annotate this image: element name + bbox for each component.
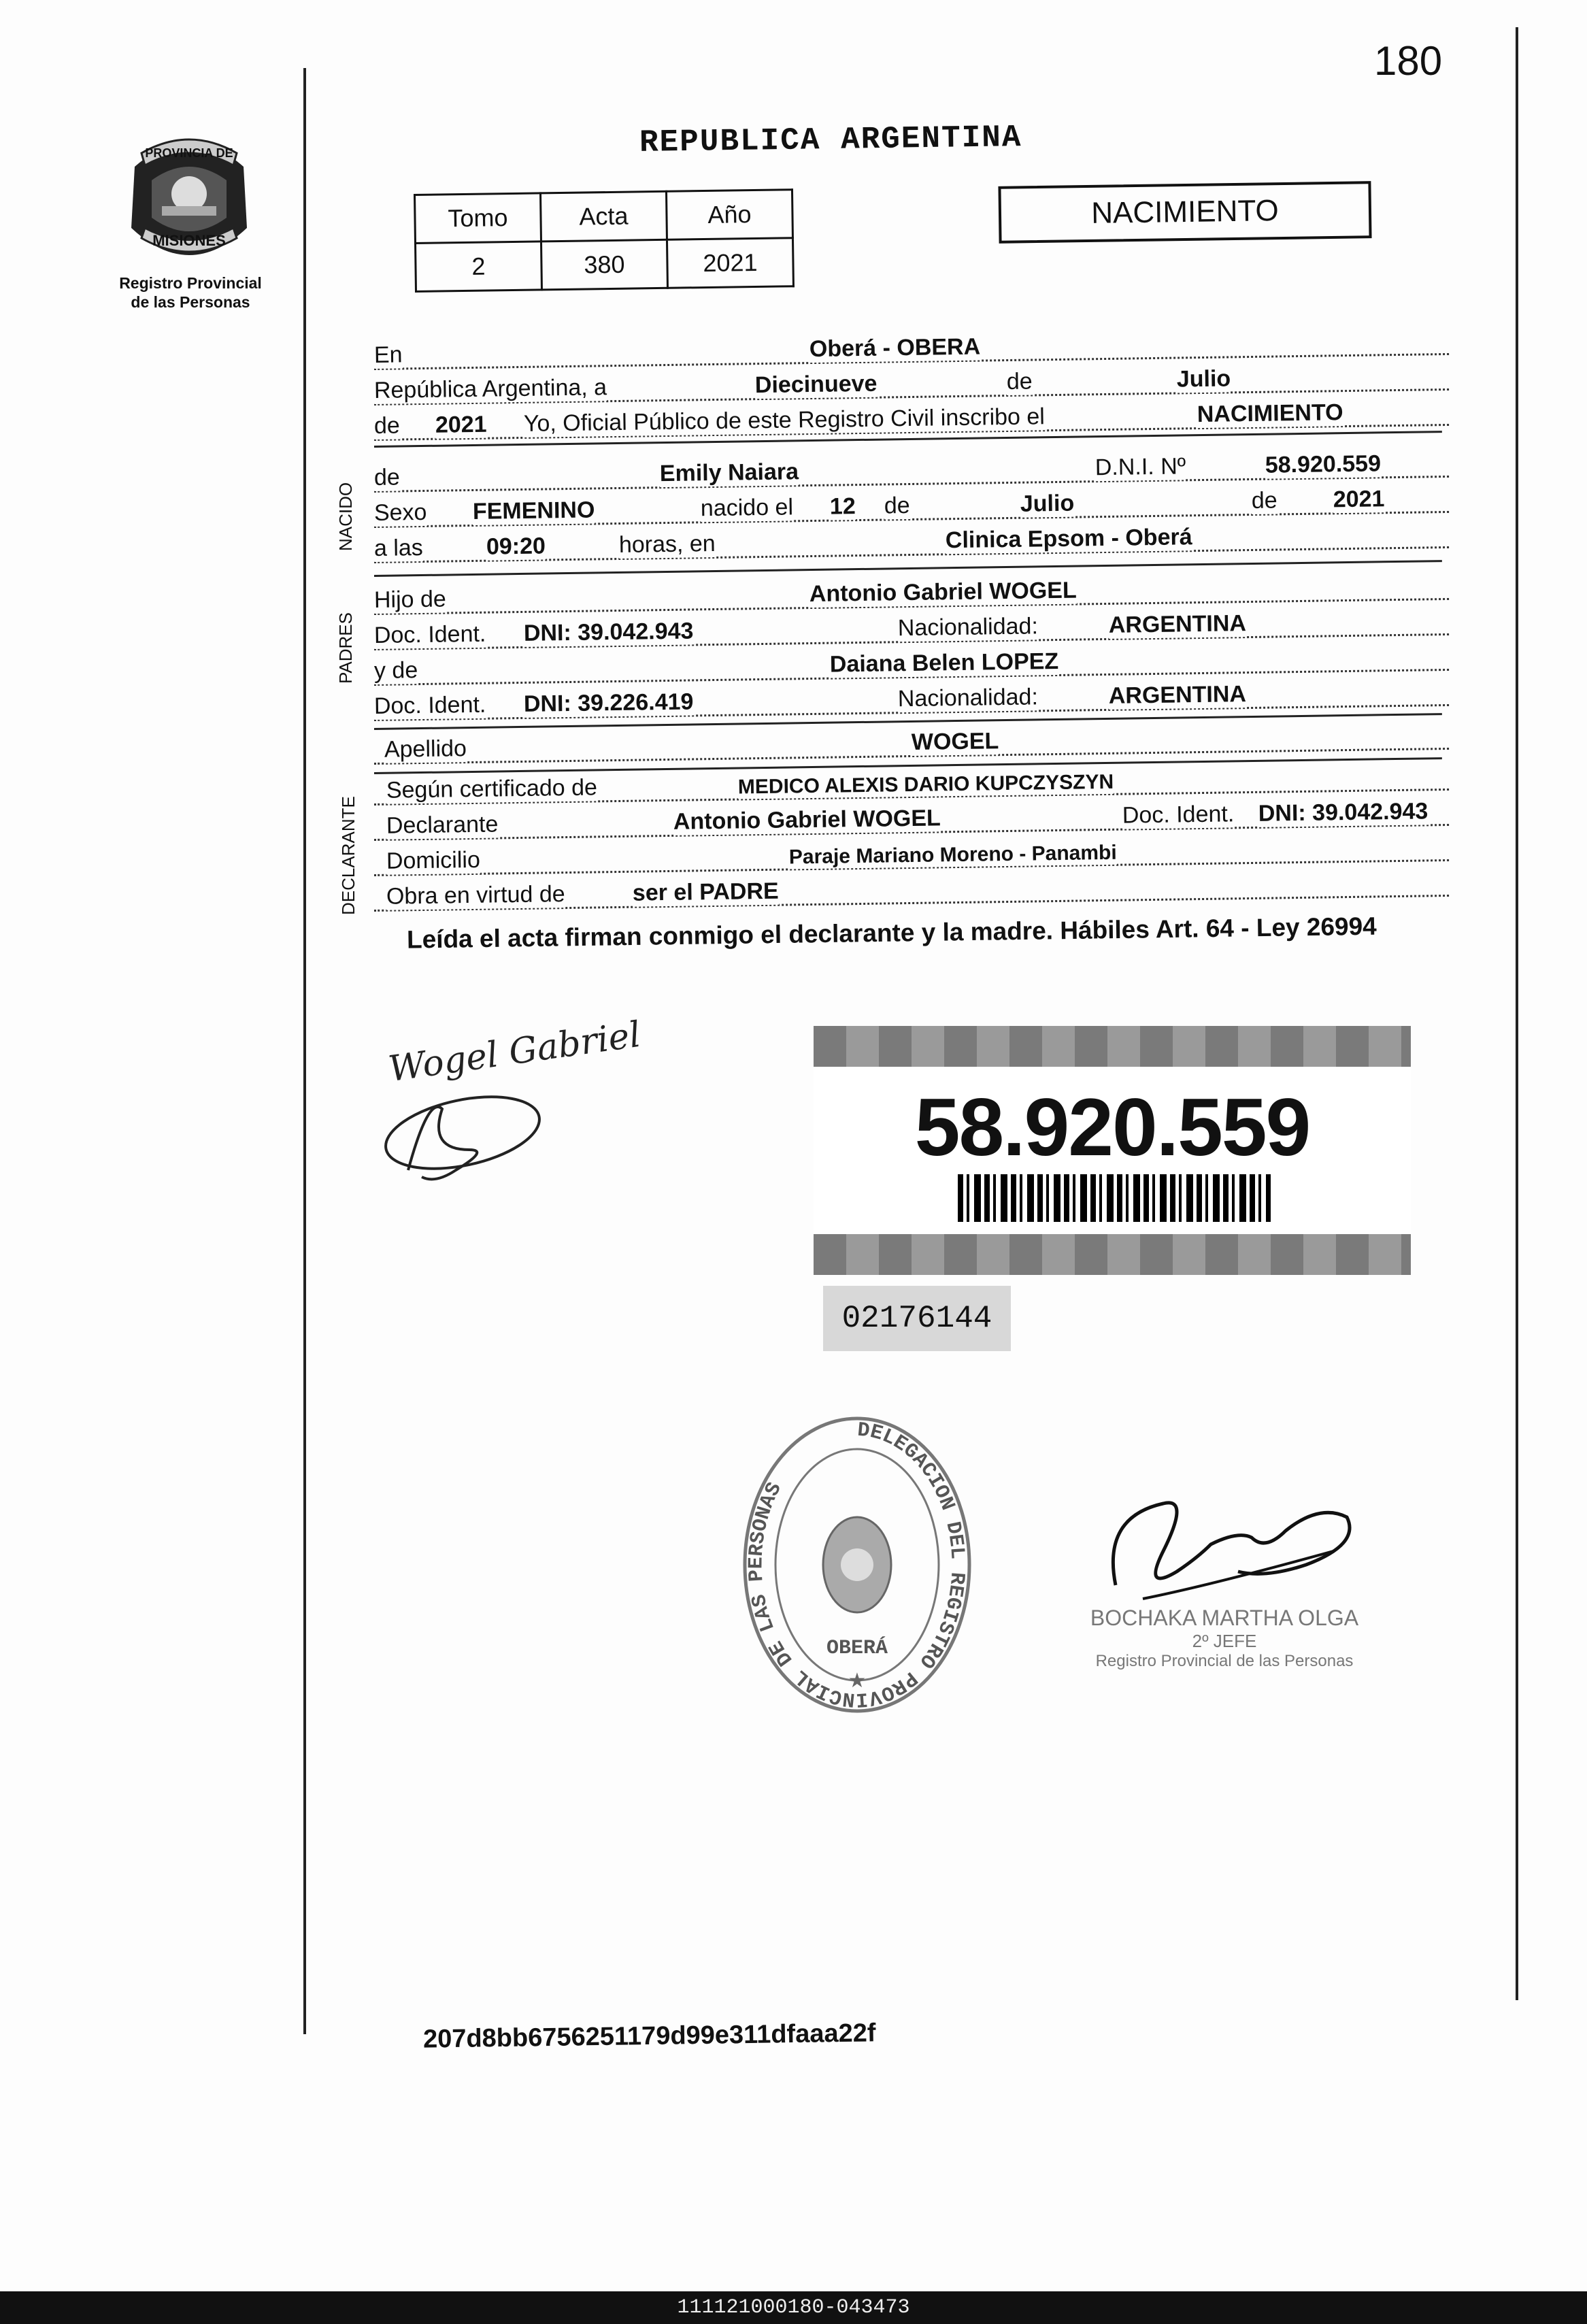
label-apellido: Apellido (384, 735, 467, 763)
label-doc-declarante: Doc. Ident. (1122, 801, 1235, 829)
official-stamp (735, 1408, 980, 1721)
value-child-dni: 58.920.559 (1265, 450, 1382, 478)
left-margin-line (303, 68, 306, 2034)
seal-caption (102, 273, 279, 312)
label-de-nacido: de (373, 464, 401, 491)
value-sexo: FEMENINO (472, 497, 595, 525)
value-birth-place: Clinica Epsom - Oberá (945, 524, 1192, 554)
value-declarante: Antonio Gabriel WOGEL (673, 805, 941, 835)
footer-code: 111121000180-043473 (0, 2291, 1587, 2324)
value-father-nat: ARGENTINA (1108, 610, 1247, 638)
label-domicilio: Domicilio (386, 846, 481, 874)
official-role: 2º JEFE (1192, 1631, 1257, 1651)
label-dni: D.N.I. Nº (1095, 453, 1186, 481)
label-nac-padre: Nacionalidad: (897, 613, 1039, 642)
section-label-padres: PADRES (335, 612, 356, 684)
label-declarante: Declarante (386, 811, 499, 839)
value-obra: ser el PADRE (632, 878, 779, 906)
dni-sticker (814, 1026, 1411, 1275)
table-cell-acta: 380 (541, 239, 667, 290)
star-icon: ★ (848, 1670, 867, 1692)
value-certificado: MEDICO ALEXIS DARIO KUPCZYSZYN (737, 770, 1114, 799)
value-time: 09:20 (486, 533, 546, 560)
table-header-tomo: Tomo (415, 193, 541, 244)
value-day-words: Diecinueve (754, 370, 878, 399)
dni-sticker-band-bottom (814, 1234, 1411, 1275)
label-oficial: Yo, Oficial Público de este Registro Civil inscribo el (523, 403, 1046, 437)
declarant-signature (381, 1014, 644, 1197)
table-cell-anio: 2021 (667, 238, 793, 288)
document-title: REPUBLICA ARGENTINA (639, 120, 1022, 161)
registry-table (414, 188, 795, 293)
barcode-icon (958, 1174, 1271, 1222)
label-republica: República Argentina, a (373, 374, 607, 403)
declarant-signature-text: Wogel Gabriel (386, 1014, 644, 1091)
value-en: Oberá - OBERA (809, 333, 981, 363)
seal-ring-top: PROVINCIA DE (145, 146, 233, 160)
value-month: Julio (1176, 365, 1231, 393)
label-certificado: Según certificado de (386, 774, 598, 803)
seal-caption-line1: Registro Provincial (119, 274, 262, 292)
section-label-nacido: NACIDO (335, 482, 356, 551)
value-declarante-doc: DNI: 39.042.943 (1258, 798, 1429, 827)
value-father-doc: DNI: 39.042.943 (523, 618, 694, 646)
document-hash: 207d8bb6756251179d99e311dfaaa22f (422, 2019, 876, 2054)
label-nac-madre: Nacionalidad: (897, 684, 1039, 712)
value-domicilio: Paraje Mariano Moreno - Panambi (788, 841, 1117, 869)
value-mother-nat: ARGENTINA (1108, 681, 1247, 709)
label-de-birth: de (884, 493, 910, 519)
province-seal-icon (121, 126, 257, 269)
label-nacido-el: nacido el (700, 494, 794, 522)
dni-sticker-number: 58.920.559 (914, 1082, 1310, 1173)
official-signature-block (1061, 1606, 1388, 1671)
value-apellido: WOGEL (911, 728, 999, 755)
table-header-anio: Año (666, 190, 792, 240)
label-sexo: Sexo (373, 499, 427, 526)
dni-sticker-band-top (814, 1026, 1411, 1067)
label-a-las: a las (373, 534, 424, 561)
value-act-inscribed: NACIMIENTO (1197, 399, 1343, 428)
label-obra: Obra en virtud de (386, 881, 565, 910)
value-birth-day: 12 (829, 493, 856, 520)
label-de-2: de (373, 412, 401, 439)
table-header-acta: Acta (541, 191, 667, 242)
right-margin-line (1516, 27, 1518, 2000)
label-de-1: de (1006, 368, 1033, 395)
act-type-box: NACIMIENTO (998, 181, 1371, 244)
label-doc-madre: Doc. Ident. (373, 691, 486, 719)
label-en: En (373, 342, 403, 368)
table-cell-tomo: 2 (416, 242, 542, 292)
value-birth-month: Julio (1020, 490, 1075, 517)
value-birth-year: 2021 (1333, 486, 1385, 513)
label-horas: horas, en (618, 530, 716, 558)
stamp-ring-text: DELEGACION DEL REGISTRO PROVINCIAL DE LAS PERSONAS (745, 1418, 969, 1711)
seal-ring-bottom: MISIONES (152, 232, 226, 249)
seal-caption-line2: de las Personas (131, 293, 250, 311)
closing-statement: Leída el acta firman conmigo el declarante y la madre. Hábiles Art. 64 - Ley 26994 (406, 912, 1377, 954)
page-number: 180 (1374, 38, 1443, 84)
value-mother: Daiana Belen LOPEZ (829, 648, 1059, 678)
value-father: Antonio Gabriel WOGEL (809, 577, 1077, 608)
value-mother-doc: DNI: 39.226.419 (523, 688, 694, 717)
label-y-de: y de (373, 657, 418, 684)
official-name: BOCHAKA MARTHA OLGA (1090, 1606, 1359, 1630)
label-hijo-de: Hijo de (373, 586, 447, 613)
value-year: 2021 (435, 411, 487, 438)
stamp-city: OBERÁ (826, 1637, 888, 1660)
label-de-birth-2: de (1251, 487, 1277, 514)
value-child-name: Emily Naiara (659, 459, 799, 487)
label-doc-padre: Doc. Ident. (373, 620, 486, 648)
section-label-declarante: DECLARANTE (338, 796, 358, 915)
serial-number: 02176144 (823, 1286, 1011, 1351)
official-office: Registro Provincial de las Personas (1095, 1652, 1354, 1670)
